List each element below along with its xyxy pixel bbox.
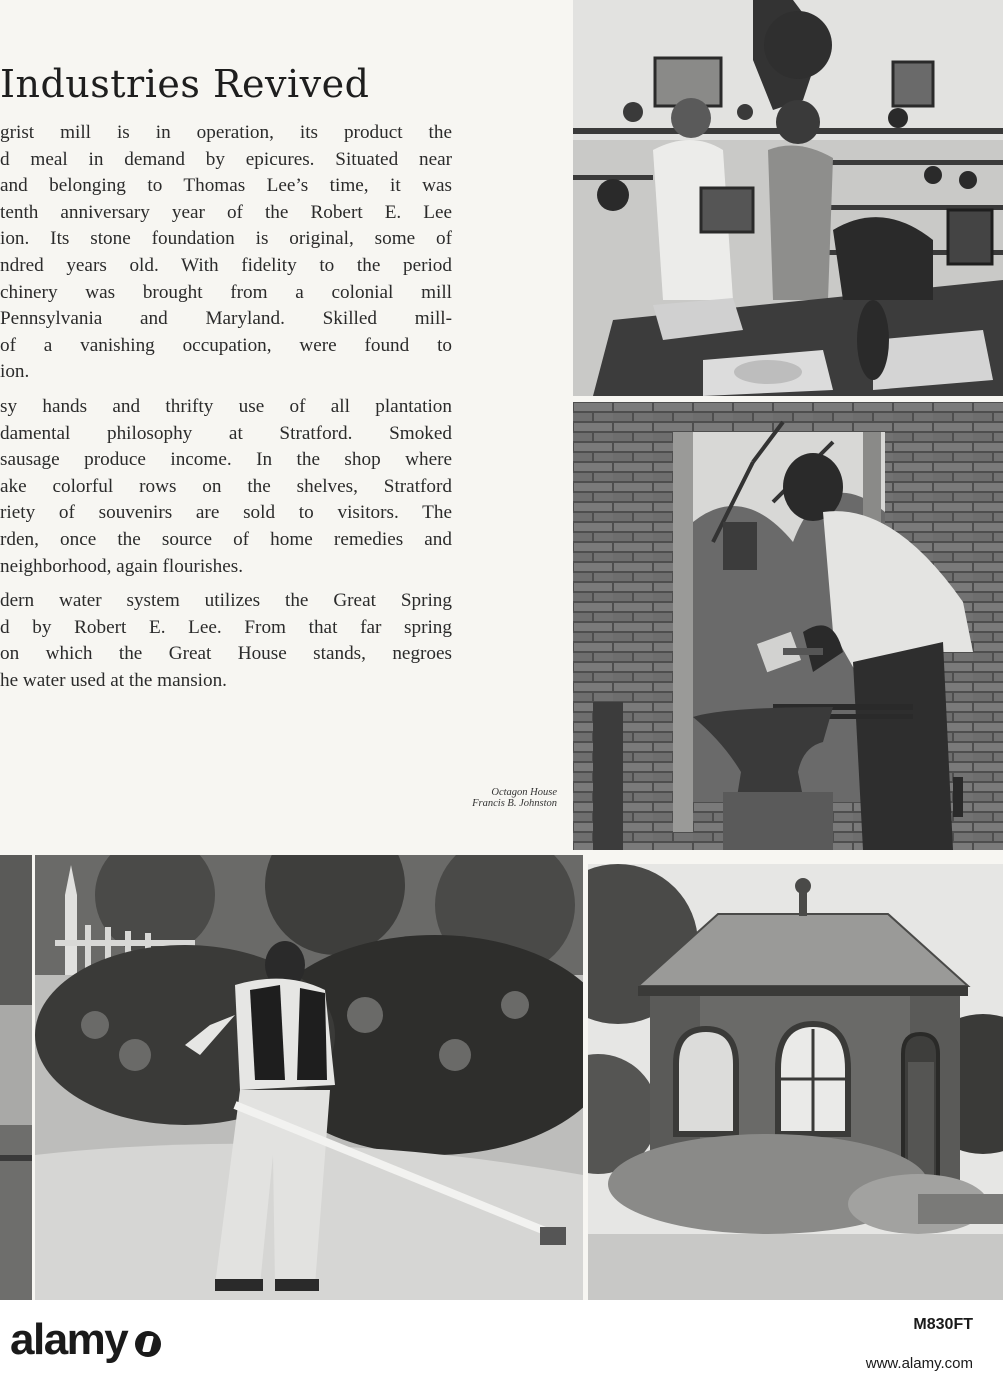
octagon-house-image [588,864,1003,1300]
text-line: ake colorful rows on the shelves, Stratford [0,475,452,497]
octagon-house-photo [588,864,1003,1300]
text-line: neighborhood, again flourishes. [0,555,243,577]
blacksmith-photo [573,402,1003,850]
gardener-image [35,855,583,1300]
logo-text: alamy [10,1315,128,1364]
text-line: Pennsylvania and Maryland. Skilled mill- [0,308,452,330]
text-line: he water used at the mansion. [0,669,227,691]
text-line: damental philosophy at Stratford. Smoked [0,422,452,444]
text-line: dern water system utilizes the Great Spring [0,590,452,612]
text-line: grist mill is in operation, its product the [0,122,452,143]
text-line: rden, once the source of home remedies and [0,528,452,550]
text-line: of a vanishing occupation, were found to [0,334,452,356]
stock-site-url: www.alamy.com [865,1355,973,1372]
alamy-a-icon [135,1331,161,1357]
photo-credit [472,787,557,809]
alamy-logo [10,1315,161,1365]
text-line: and belonging to Thomas Lee’s time, it was [0,175,452,197]
text-line: ion. Its stone foundation is original, some of [0,228,452,250]
text-line: chinery was brought from a colonial mill [0,281,452,303]
credit-caption: Octagon House [491,787,557,798]
credit-photographer: Francis B. Johnston [472,798,557,809]
paragraph-water-system [0,588,452,694]
text-line: sausage produce income. In the shop where [0,449,452,471]
paragraph-philosophy [0,394,452,580]
souvenir-shop-image [573,0,1003,396]
stock-image-id: M830FT [913,1316,973,1333]
text-line: sy hands and thrifty use of all plantation [0,395,452,417]
text-line: riety of souvenirs are sold to visitors. The [0,502,452,524]
text-line: ion. [0,361,30,383]
page-title: Industries Revived [0,62,370,106]
body-text [0,120,452,694]
blacksmith-image [573,402,1003,850]
text-line: tenth anniversary year of the Robert E. Lee [0,201,452,223]
paragraph-grist-mill [0,120,452,386]
gardener-photo [35,855,583,1300]
text-line: on which the Great House stands, negroes [0,643,452,665]
left-edge-photo [0,855,32,1300]
text-line: d by Robert E. Lee. From that far spring [0,616,452,638]
stock-footer [0,1300,1003,1390]
left-edge-image [0,855,32,1300]
text-line: d meal in demand by epicures. Situated near [0,148,452,170]
text-line: ndred years old. With fidelity to the period [0,254,452,276]
souvenir-shop-photo [573,0,1003,396]
